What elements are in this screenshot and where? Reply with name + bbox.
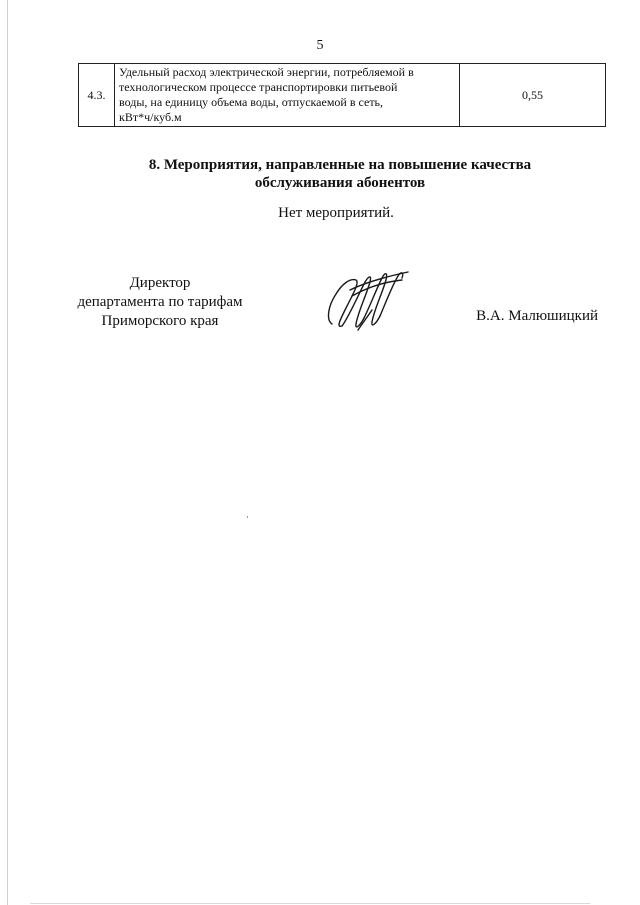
- signer-position-line3: Приморского края: [101, 313, 219, 329]
- section-heading-line2: обслуживания абонентов: [254, 175, 426, 191]
- section-heading-line1: 8. Мероприятия, направленные на повышение качества: [148, 157, 532, 173]
- signer-position-line1: Директор: [129, 275, 191, 291]
- signer-name: В.А. Малюшицкий: [476, 308, 598, 324]
- page-edge-bottom: [30, 903, 590, 904]
- row-description-cell: [115, 64, 460, 127]
- signer-position-line2: департамента по тарифам: [77, 294, 243, 310]
- description-line: технологическом процессе транспортировки питьевой: [119, 80, 398, 94]
- handwritten-signature: [322, 266, 414, 334]
- signer-position: [60, 274, 260, 331]
- page-number: 5: [316, 38, 324, 53]
- description-line: Удельный расход электрической энергии, потребляемой в: [119, 65, 414, 79]
- section-body-text: Нет мероприятий.: [278, 205, 394, 221]
- description-line: кВт*ч/куб.м: [119, 110, 182, 124]
- scan-speck: [247, 516, 248, 518]
- description-line: воды, на единицу объема воды, отпускаемой в сеть,: [119, 95, 384, 109]
- row-number-cell: 4.3.: [79, 64, 115, 127]
- table-row: [79, 64, 606, 127]
- row-value-cell: 0,55: [460, 64, 606, 127]
- section-heading: [0, 156, 640, 192]
- page-edge-left: [7, 0, 8, 905]
- indicator-table: [78, 63, 606, 127]
